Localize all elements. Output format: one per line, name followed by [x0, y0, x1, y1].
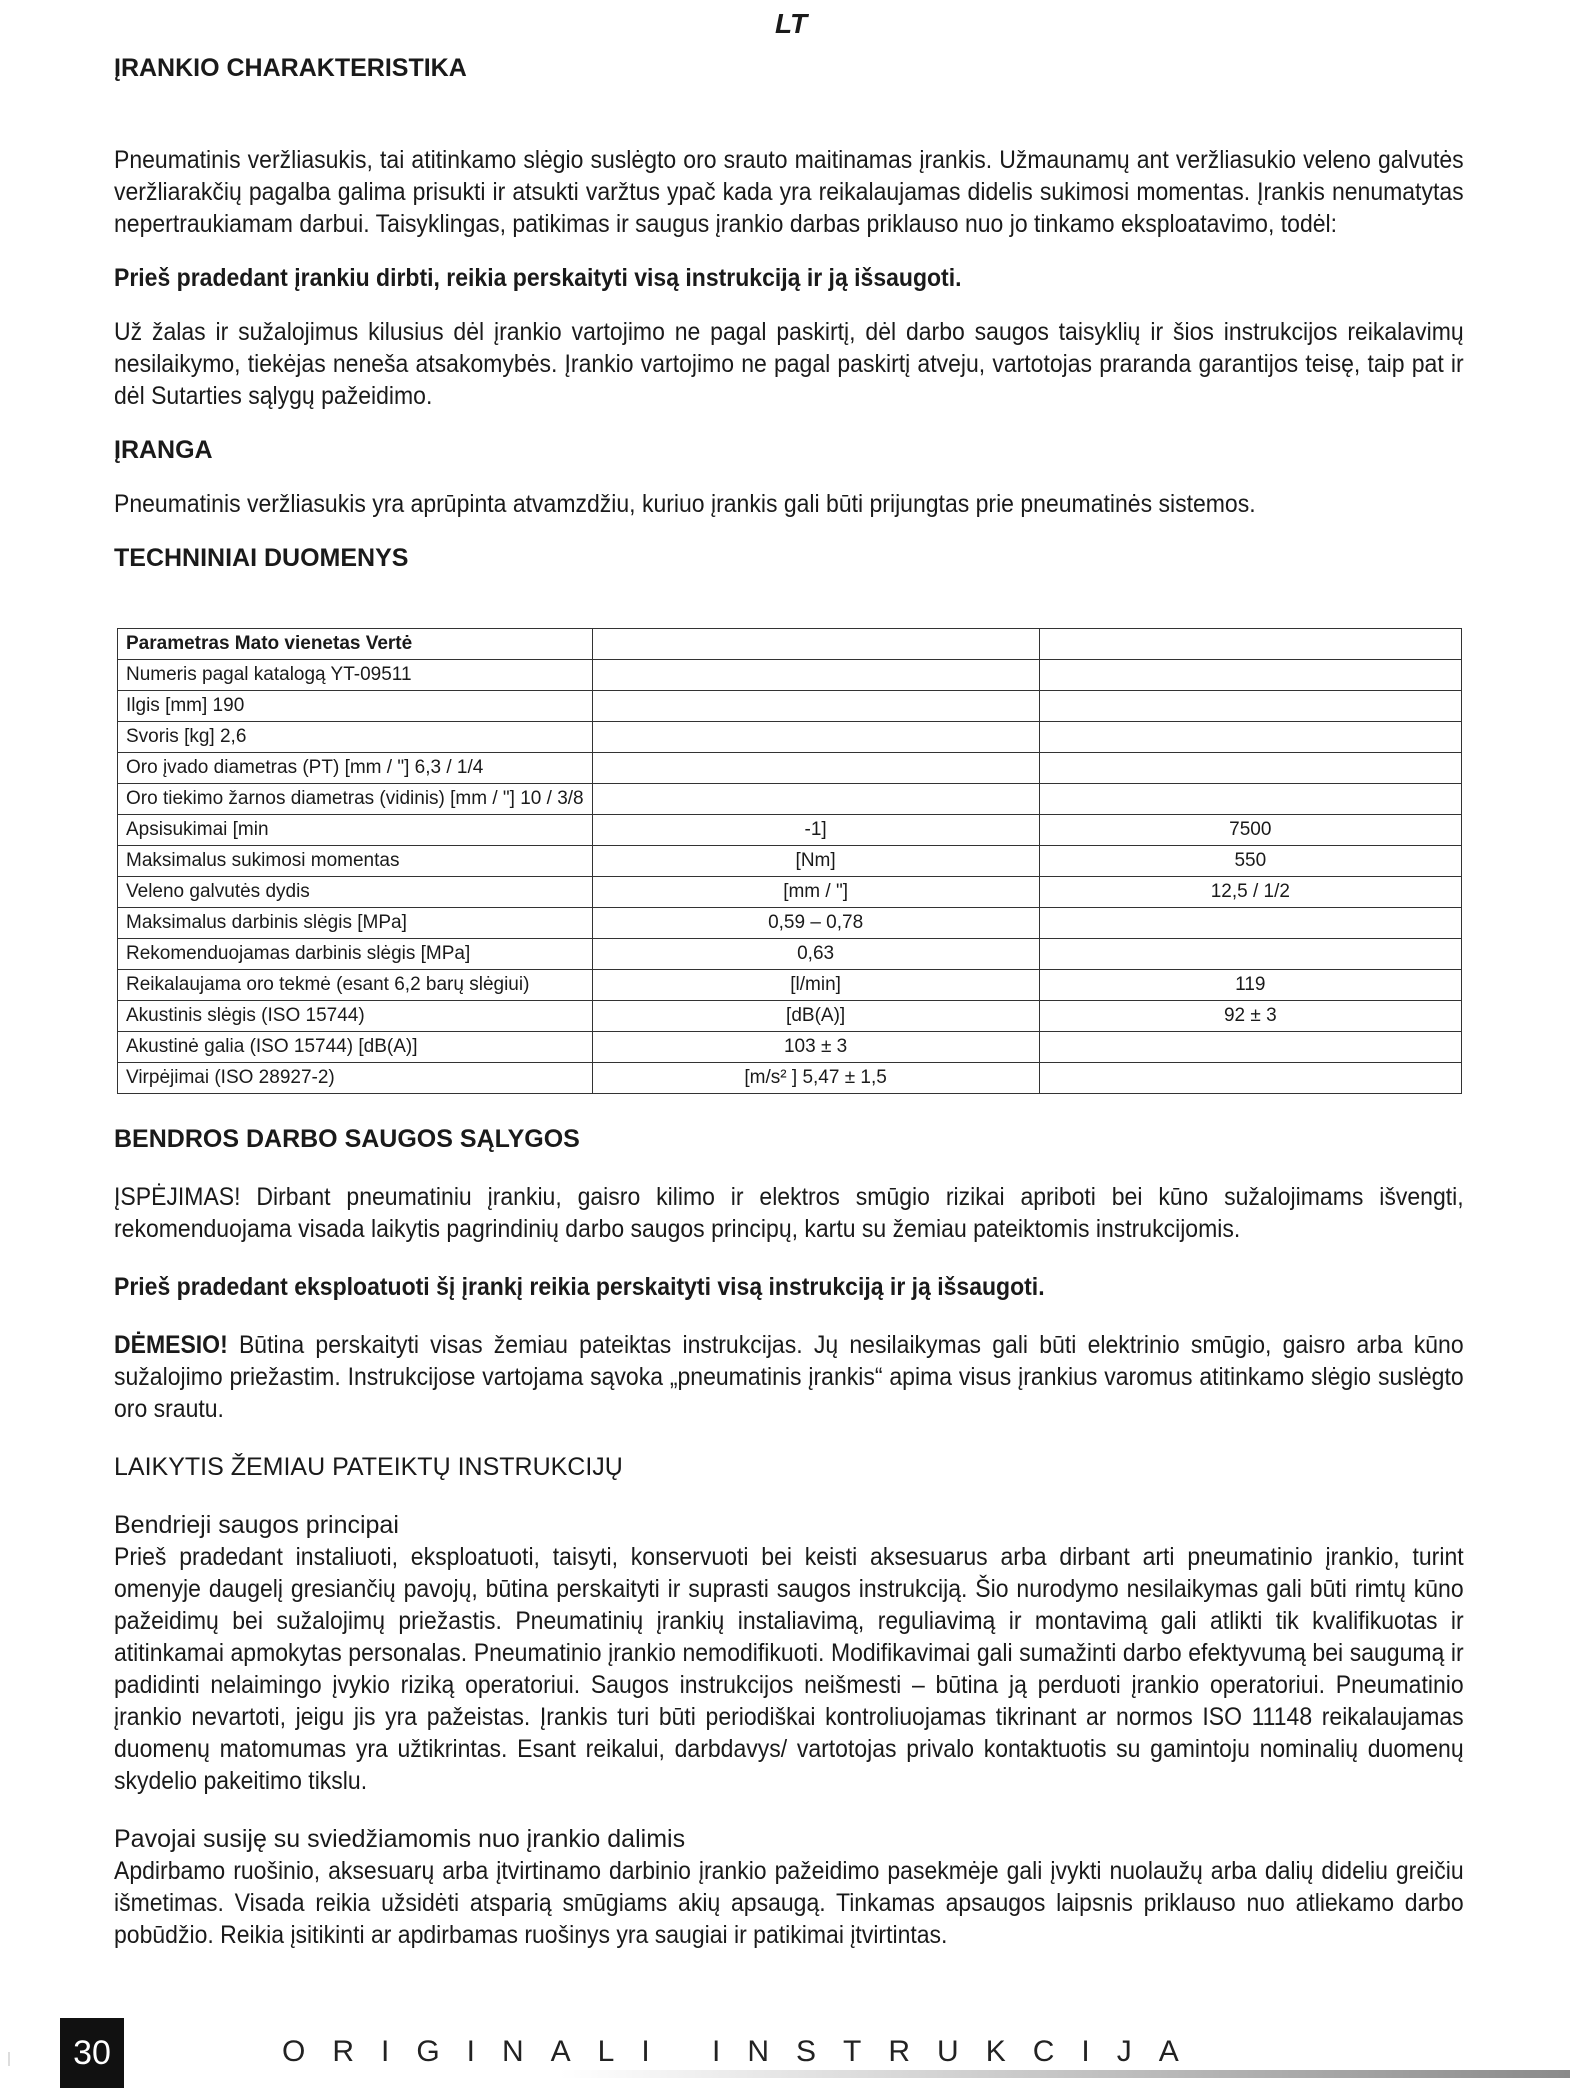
operate-notice: Prieš pradedant eksploatuoti šį įrankį reikia perskaityti visą instrukciją ir ją išsaugoti. — [114, 1273, 1045, 1301]
section-title-characteristics: ĮRANKIO CHARAKTERISTIKA — [114, 54, 467, 82]
table-cell: 0,59 – 0,78 — [592, 908, 1039, 939]
table-cell — [592, 660, 1039, 691]
table-cell — [592, 629, 1039, 660]
language-code: LT — [775, 8, 808, 39]
table-cell: 550 — [1039, 846, 1461, 877]
table-cell — [1039, 908, 1461, 939]
table-cell: 12,5 / 1/2 — [1039, 877, 1461, 908]
general-safety-text: Prieš pradedant instaliuoti, eksploatuoti, taisyti, konservuoti bei keisti aksesuarus arba dirbant arti pneumatinio įrankio, turint omenyje daugelį gresiančių pavojų, būtina perskaityti ir suprasti saugos instrukciją. Šio nurodymo nesilaikymas gali būti rimtų kūno pažeidimų bei sužalojimų priežastis. Pneumatinių įrankių instaliavimą, reguliavimą ir montavimą gali atlikti tik kvalifikuotas ir atitinkamai apmokytas personalas. Pneumatinio įrankio nemodifikuoti. Modifikavimai gali sumažinti darbo efektyvumą bei saugumą ir padidinti nelaimingo įvykio riziką operatoriui. Saugos instrukcijos neišmesti – būtina ją perduoti įrankio operatoriui. Pneumatinio įrankio nevartoti, jeigu jis yra pažeistas. Įrankis turi būti periodiškai kontroliuojamas tikrinant ar normos ISO 11148 reikalaujamas duomenų matomumas yra užtikrintas. Esant reikalui, darbdavys/ vartotojas privalo kontaktuotis su gamintoju nominalių duomenų skydelio pakeitimo tikslu. — [114, 1543, 1464, 1795]
table-cell — [1039, 722, 1461, 753]
page-content — [114, 52, 1464, 574]
attention-label: DĖMESIO! — [114, 1331, 228, 1359]
table-cell — [592, 753, 1039, 784]
footer-title: ORIGINALI INSTRUKCIJA — [282, 2035, 1206, 2068]
liability-paragraph: Už žalas ir sužalojimus kilusius dėl įrankio vartojimo ne pagal paskirtį, dėl darbo saugos taisyklių ir šios instrukcijos reikalavimų nesilaikymo, tiekėjas neneša atsakomybės. Įrankio vartojimo ne pagal paskirtį atveju, vartotojas praranda garantijos teisę, taip pat ir dėl Sutarties sąlygų pažeidimo. — [114, 318, 1464, 410]
table-cell: -1] — [592, 815, 1039, 846]
table-cell — [1039, 753, 1461, 784]
attention-paragraph — [114, 1329, 1464, 1425]
table-cell — [1039, 784, 1461, 815]
table-cell: [dB(A)] — [592, 1001, 1039, 1032]
margin-mark — [8, 2052, 10, 2066]
table-cell — [1039, 1032, 1461, 1063]
table-row — [118, 877, 1462, 908]
table-row — [118, 815, 1462, 846]
table-cell: [m/s² ] 5,47 ± 1,5 — [592, 1063, 1039, 1094]
table-cell: 92 ± 3 — [1039, 1001, 1461, 1032]
table-cell: Rekomenduojamas darbinis slėgis [MPa] — [118, 939, 593, 970]
table-cell — [592, 691, 1039, 722]
read-instructions-notice: Prieš pradedant įrankiu dirbti, reikia perskaityti visą instrukciją ir ją išsaugoti. — [114, 264, 962, 292]
characteristics-paragraph: Pneumatinis veržliasukis, tai atitinkamo slėgio suslėgto oro srauto maitinamas įrankis. Užmaunamų ant veržliasukio veleno galvutės veržliarakčių pagalba galima prisukti ir atsukti varžtus ypač kada yra reikalaujamas didelis sukimosi momentas. Įrankis nenumatytas nepertraukiamam darbui. Taisyklingas, patikimas ir saugus įrankio darbas priklauso nuo jo tinkamo eksploatavimo, todėl: — [114, 146, 1464, 238]
warning-paragraph: ĮSPĖJIMAS! Dirbant pneumatiniu įrankiu, gaisro kilimo ir elektros smūgio rizikai apriboti bei kūno sužalojimams išvengti, rekomenduojama visada laikytis pagrindinių darbo saugos principų, kartu su žemiau pateiktomis instrukcijomis. — [114, 1183, 1464, 1243]
footer-bar — [560, 2070, 1570, 2078]
table-cell: Parametras Mato vienetas Vertė — [118, 629, 593, 660]
table-row — [118, 722, 1462, 753]
table-row — [118, 1001, 1462, 1032]
table-cell: Ilgis [mm] 190 — [118, 691, 593, 722]
table-row — [118, 846, 1462, 877]
table-row — [118, 908, 1462, 939]
section-title-technical-data: TECHNINIAI DUOMENYS — [114, 544, 409, 572]
table-row — [118, 753, 1462, 784]
equipment-paragraph: Pneumatinis veržliasukis yra aprūpinta atvamzdžiu, kuriuo įrankis gali būti prijungtas prie pneumatinės sistemos. — [114, 490, 1256, 518]
table-cell — [592, 784, 1039, 815]
table-cell: Maksimalus darbinis slėgis [MPa] — [118, 908, 593, 939]
table-cell: Akustinė galia (ISO 15744) [dB(A)] — [118, 1032, 593, 1063]
follow-instructions-heading: LAIKYTIS ŽEMIAU PATEIKTŲ INSTRUKCIJŲ — [114, 1453, 623, 1481]
table-cell: Numeris pagal katalogą YT-09511 — [118, 660, 593, 691]
table-cell: Virpėjimai (ISO 28927-2) — [118, 1063, 593, 1094]
table-cell — [1039, 1063, 1461, 1094]
table-cell: [l/min] — [592, 970, 1039, 1001]
table-cell: Oro tiekimo žarnos diametras (vidinis) [mm / "] 10 / 3/8 — [118, 784, 593, 815]
table-cell: 0,63 — [592, 939, 1039, 970]
table-row — [118, 939, 1462, 970]
table-row — [118, 660, 1462, 691]
table-cell: [mm / "] — [592, 877, 1039, 908]
section-title-equipment: ĮRANGA — [114, 436, 213, 464]
table-cell — [592, 722, 1039, 753]
table-cell: Reikalaujama oro tekmė (esant 6,2 barų slėgiui) — [118, 970, 593, 1001]
table-cell — [1039, 660, 1461, 691]
table-cell: Oro įvado diametras (PT) [mm / "] 6,3 / 1/4 — [118, 753, 593, 784]
table-cell: Svoris [kg] 2,6 — [118, 722, 593, 753]
table-row — [118, 629, 1462, 660]
table-row — [118, 784, 1462, 815]
table-cell: Maksimalus sukimosi momentas — [118, 846, 593, 877]
table-cell: Apsisukimai [min — [118, 815, 593, 846]
table-cell: [Nm] — [592, 846, 1039, 877]
table-cell: Veleno galvutės dydis — [118, 877, 593, 908]
table-row — [118, 970, 1462, 1001]
table-cell: 103 ± 3 — [592, 1032, 1039, 1063]
page-number: 30 — [60, 2018, 124, 2088]
safety-content — [114, 1123, 1464, 1951]
table-cell: 119 — [1039, 970, 1461, 1001]
table-cell — [1039, 629, 1461, 660]
table-row — [118, 1063, 1462, 1094]
table-cell — [1039, 939, 1461, 970]
table-row — [118, 691, 1462, 722]
table-cell: 7500 — [1039, 815, 1461, 846]
table-cell: Akustinis slėgis (ISO 15744) — [118, 1001, 593, 1032]
section-title-safety: BENDROS DARBO SAUGOS SĄLYGOS — [114, 1125, 580, 1153]
hazard-text: Apdirbamo ruošinio, aksesuarų arba įtvirtinamo darbinio įrankio pažeidimo pasekmėje gali įvykti nuolaužų arba dalių dideliu greičiu išmetimas. Visada reikia užsidėti atsparią smūgiams akių apsaugą. Tinkamas apsaugos laipsnis priklauso nuo atliekamo darbo pobūdžio. Reikia įsitikinti ar apdirbamas ruošinys yra saugiai ir patikimai įtvirtintas. — [114, 1857, 1464, 1949]
hazard-title: Pavojai susiję su sviedžiamomis nuo įrankio dalimis — [114, 1825, 686, 1853]
technical-data-table — [117, 628, 1462, 1094]
general-safety-title: Bendrieji saugos principai — [114, 1511, 399, 1539]
attention-text: Būtina perskaityti visas žemiau pateiktas instrukcijas. Jų nesilaikymas gali būti elektrinio smūgio, gaisro arba kūno sužalojimo priežastim. Instrukcijose vartojama sąvoka „pneumatinis įrankis“ apima visus įrankius varomus atitinkamo slėgio suslėgto oro srautu. — [114, 1331, 1464, 1423]
table-cell — [1039, 691, 1461, 722]
table-row — [118, 1032, 1462, 1063]
